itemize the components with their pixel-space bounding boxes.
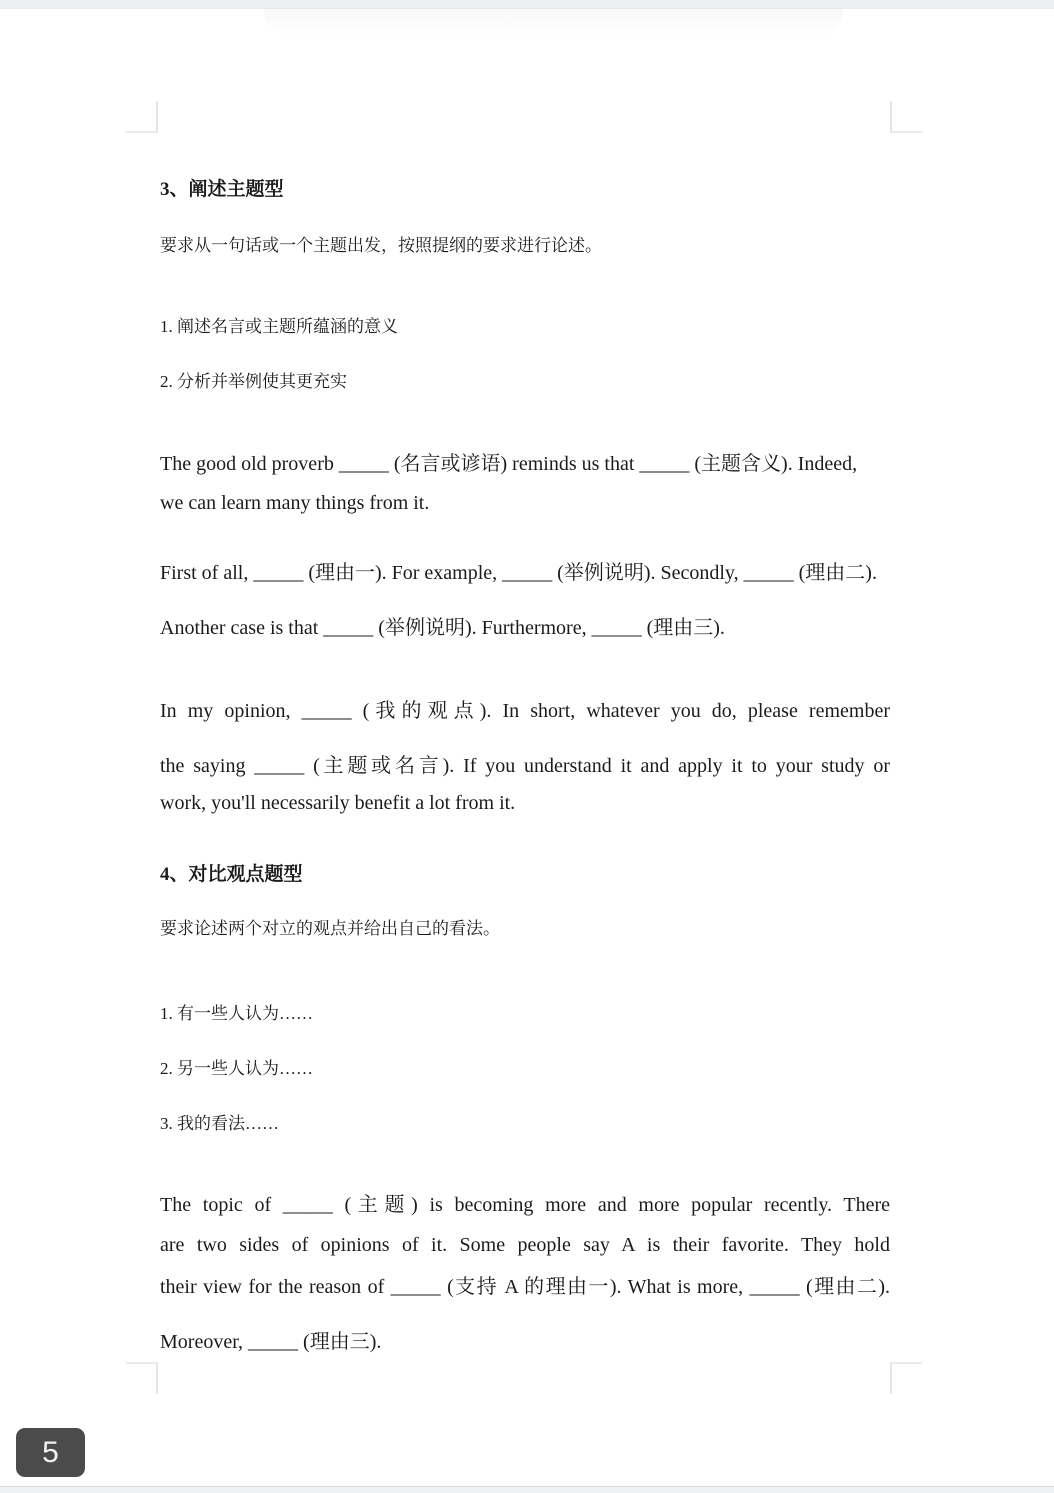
section3-template-p1-line2: we can learn many things from it. [160, 492, 430, 514]
section3-heading: 3、阐述主题型 [160, 179, 284, 200]
section4-template-p1-line2: are two sides of opinions of it. Some people say A is their favorite. They hold [160, 1234, 890, 1256]
section4-outline-item-1: 1. 有一些人认为…… [160, 1004, 313, 1023]
text-boundary-mark-bottom-right [890, 1362, 922, 1394]
section3-template-p3-line3: work, you'll necessarily benefit a lot from it. [160, 792, 516, 814]
window-top-strip [0, 0, 1054, 9]
section3-template-p3-line2: the saying _____ (主题或名言). If you understand it and apply it to your study or [160, 755, 890, 777]
top-shadow [264, 9, 844, 37]
section4-template-p1-line4: Moreover, _____ (理由三). [160, 1331, 382, 1353]
section3-description: 要求从一句话或一个主题出发，按照提纲的要求进行论述。 [160, 236, 602, 255]
section3-template-p2-line2: Another case is that _____ (举例说明). Furthermore, _____ (理由三). [160, 617, 725, 639]
section4-description: 要求论述两个对立的观点并给出自己的看法。 [160, 919, 500, 938]
section4-outline-item-2: 2. 另一些人认为…… [160, 1059, 313, 1078]
page-number: 5 [42, 1435, 59, 1469]
text-boundary-mark-bottom-left [126, 1362, 158, 1394]
text-boundary-mark-top-left [126, 101, 158, 133]
section4-template-p1-line3: their view for the reason of _____ (支持 A 的理由一). What is more, _____ (理由二). [160, 1276, 890, 1298]
section3-template-p2-line1: First of all, _____ (理由一). For example, _____ (举例说明). Secondly, _____ (理由二). [160, 562, 877, 584]
section4-template-p1-line1: The topic of _____ (主题) is becoming more and more popular recently. There [160, 1194, 890, 1216]
section4-heading: 4、对比观点题型 [160, 864, 303, 885]
section4-outline-item-3: 3. 我的看法…… [160, 1114, 279, 1133]
window-bottom-strip [0, 1486, 1054, 1493]
section3-template-p3-line1: In my opinion, _____ (我的观点). In short, whatever you do, please remember [160, 700, 890, 722]
section3-template-p1-line1: The good old proverb _____ (名言或谚语) reminds us that _____ (主题含义). Indeed, [160, 453, 858, 475]
section3-outline-item-2: 2. 分析并举例使其更充实 [160, 372, 347, 391]
page-number-badge [16, 1428, 85, 1477]
text-boundary-mark-top-right [890, 101, 922, 133]
section3-outline-item-1: 1. 阐述名言或主题所蕴涵的意义 [160, 317, 398, 336]
